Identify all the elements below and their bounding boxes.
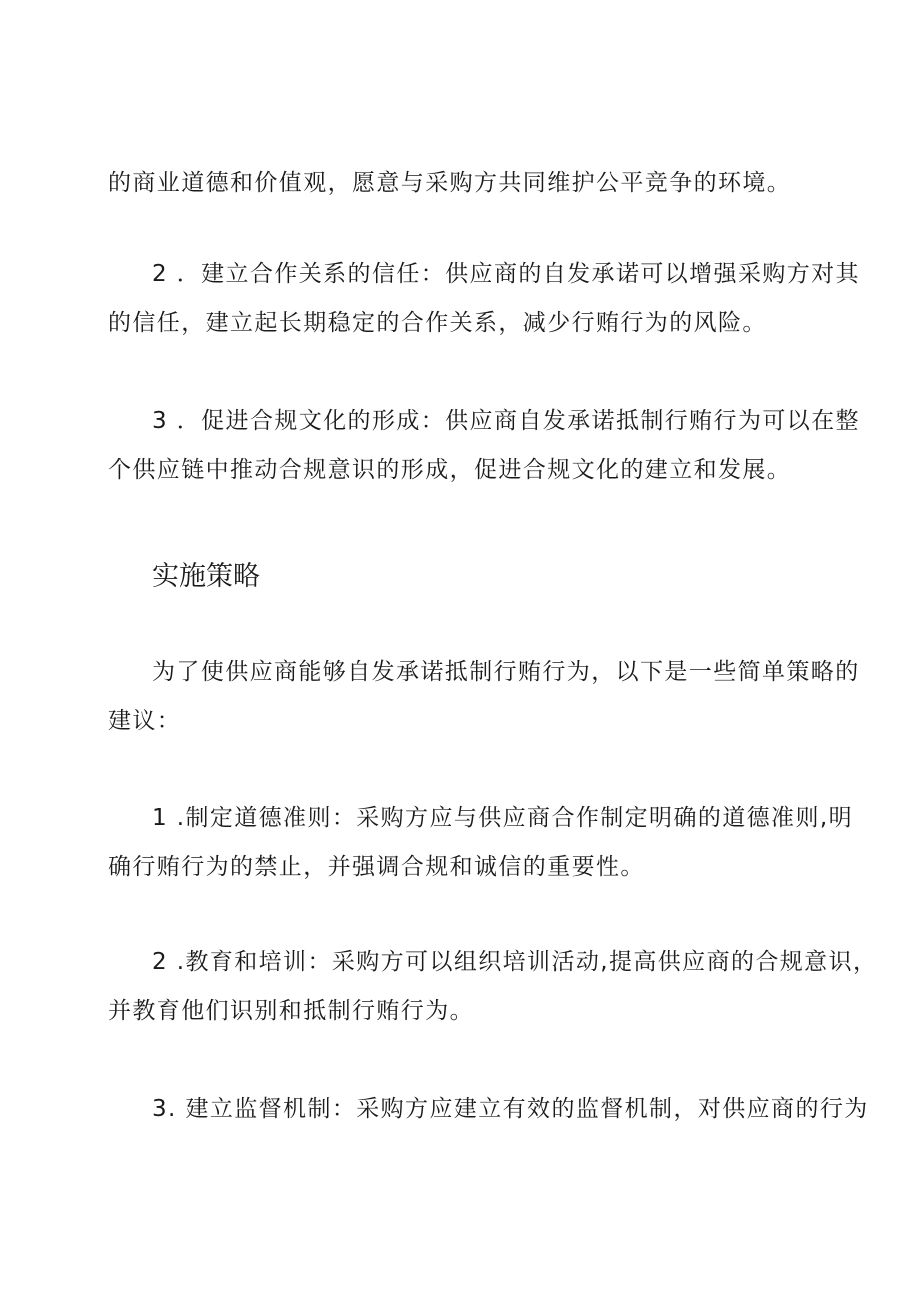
strategy-3-line-1: 3. 建立监督机制：采购方应建立有效的监督机制，对供应商的行为	[152, 1096, 869, 1122]
benefit-2-line-2: 的信任，建立起长期稳定的合作关系，减少行贿行为的风险。	[108, 310, 767, 336]
strategy-1-line-1: 1 .制定道德准则：采购方应与供应商合作制定明确的道德准则,明	[152, 805, 853, 831]
section-intro-line-1: 为了使供应商能够自发承诺抵制行贿行为，以下是一些简单策略的	[152, 659, 860, 685]
section-intro-line-2: 建议：	[108, 708, 182, 734]
strategy-1-line-2: 确行贿行为的禁止，并强调合规和诚信的重要性。	[108, 854, 645, 880]
benefit-2-line-1: 2 ．建立合作关系的信任：供应商的自发承诺可以增强采购方对其	[152, 261, 860, 287]
strategy-2-line-2: 并教育他们识别和抵制行贿行为。	[108, 998, 474, 1024]
benefit-3-line-2: 个供应链中推动合规意识的形成，促进合规文化的建立和发展。	[108, 457, 792, 483]
section-heading: 实施策略	[152, 561, 260, 592]
benefit-3-line-1: 3 ．促进合规文化的形成：供应商自发承诺抵制行贿行为可以在整	[152, 408, 860, 434]
intro-tail-text: 的商业道德和价值观，愿意与采购方共同维护公平竞争的环境。	[108, 170, 792, 196]
strategy-2-line-1: 2 .教育和培训：采购方可以组织培训活动,提高供应商的合规意识，	[152, 949, 878, 975]
